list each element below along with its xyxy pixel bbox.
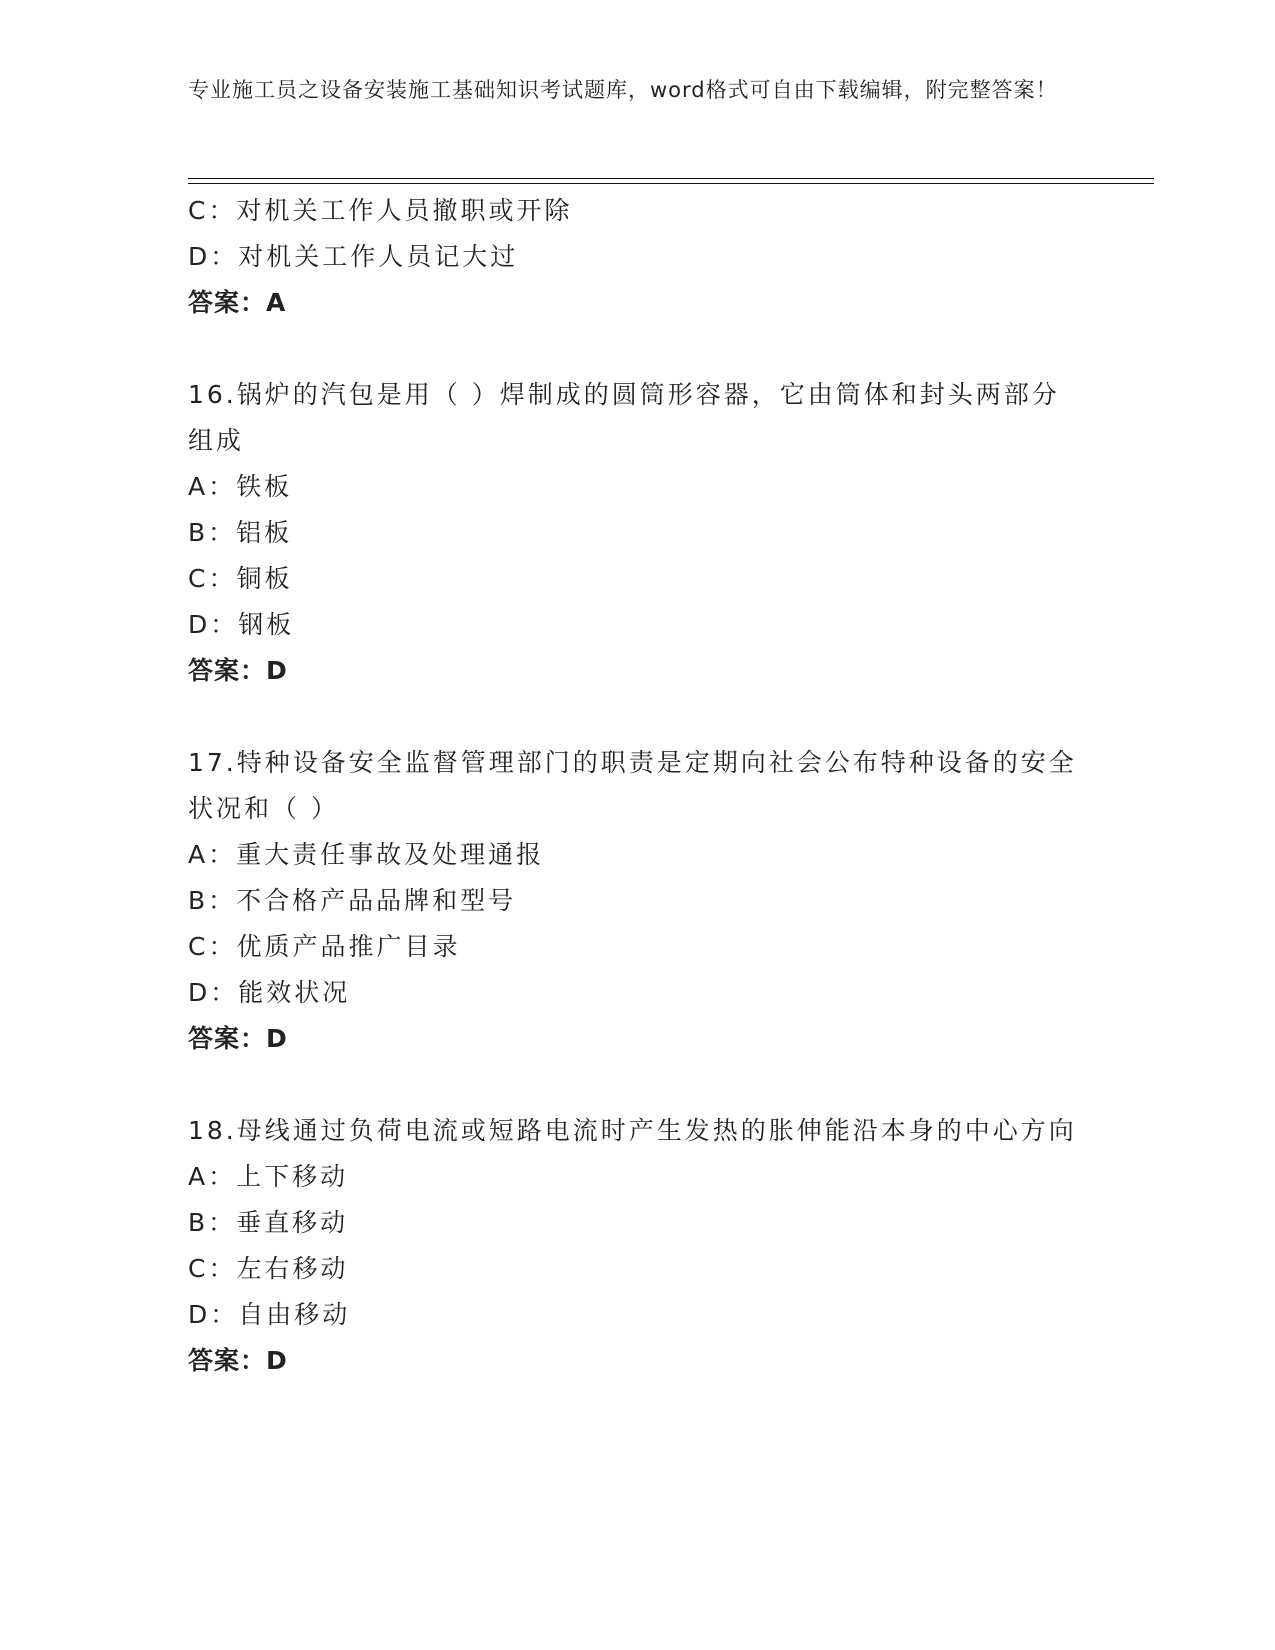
option-d: D：对机关工作人员记大过: [188, 242, 519, 271]
question-carryover: [188, 188, 1088, 326]
option-c: C：优质产品推广目录: [188, 932, 461, 961]
option-d: D：钢板: [188, 610, 295, 639]
question-18: [188, 1108, 1088, 1384]
option-d: D：能效状况: [188, 978, 351, 1007]
question-list: [188, 188, 1088, 1384]
option-a: A：铁板: [188, 472, 293, 501]
option-b: B：不合格产品品牌和型号: [188, 886, 517, 915]
question-text: 17.特种设备安全监督管理部门的职责是定期向社会公布特种设备的安全状况和（ ）: [188, 748, 1077, 823]
option-c: C：对机关工作人员撤职或开除: [188, 196, 573, 225]
document-header: 专业施工员之设备安装施工基础知识考试题库，word格式可自由下载编辑，附完整答案！: [188, 78, 1058, 102]
header-rule-top: [188, 178, 1154, 179]
option-b: B：铝板: [188, 518, 293, 547]
option-c: C：左右移动: [188, 1254, 349, 1283]
question-text: 16.锅炉的汽包是用（ ）焊制成的圆筒形容器，它由筒体和封头两部分组成: [188, 380, 1060, 455]
question-16: [188, 372, 1088, 694]
spacer: [188, 326, 1088, 372]
option-a: A：上下移动: [188, 1162, 349, 1191]
option-b: B：垂直移动: [188, 1208, 349, 1237]
answer-line: 答案：D: [188, 1024, 288, 1053]
spacer: [188, 694, 1088, 740]
header-rule-bottom: [188, 183, 1154, 184]
question-text: 18.母线通过负荷电流或短路电流时产生发热的胀伸能沿本身的中心方向: [188, 1116, 1077, 1145]
answer-line: 答案：D: [188, 1346, 288, 1375]
option-c: C：铜板: [188, 564, 293, 593]
answer-line: 答案：A: [188, 288, 287, 317]
option-a: A：重大责任事故及处理通报: [188, 840, 545, 869]
answer-line: 答案：D: [188, 656, 288, 685]
spacer: [188, 1062, 1088, 1108]
option-d: D：自由移动: [188, 1300, 351, 1329]
question-17: [188, 740, 1088, 1062]
